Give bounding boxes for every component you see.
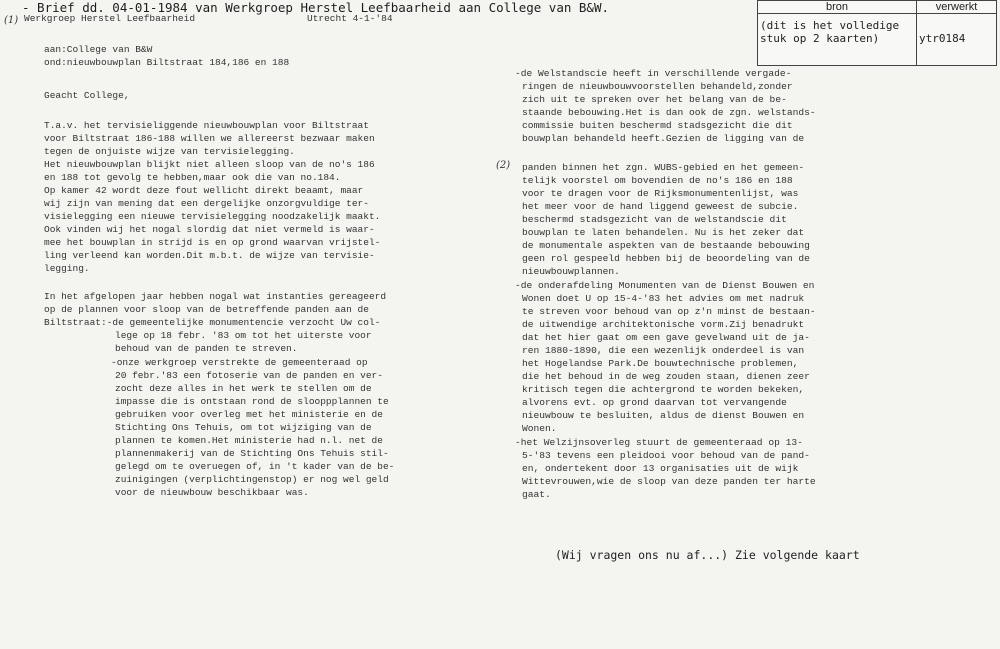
body-line: 5-'83 tevens een pleidooi voor behoud van de pand-: [522, 450, 810, 461]
subject-line: ond:nieuwbouwplan Biltstraat 184,186 en 188: [44, 57, 290, 68]
body-line: panden binnen het zgn. WUBS-gebied en het gemeen-: [522, 162, 805, 173]
indented-line: gelegd om te overuegen of, in 't kader van de be-: [115, 461, 395, 472]
body-line: legging.: [44, 263, 90, 274]
salutation-line: Geacht College,: [44, 90, 130, 101]
body-line: tegen de onjuiste wijze van tervisielegging.: [44, 146, 295, 157]
body-line: zich uit te spreken over het belang van de be-: [522, 94, 787, 105]
bron-header-cell: [757, 0, 917, 14]
body-line: bouwplan behandeld heeft.Gezien de ligging van de: [522, 133, 805, 144]
indented-line: gebruiken voor overleg met het ministerie en de: [115, 409, 383, 420]
indented-line: impasse die is ontstaan rond de slooppplannen te: [115, 396, 389, 407]
body-line: en, ondertekent door 13 organisaties uit de wijk: [522, 463, 799, 474]
bron-text-line: (dit is het volledige: [760, 19, 900, 32]
marker-one: (1): [4, 15, 19, 26]
bron-header: bron: [825, 1, 849, 13]
indented-line: voor de nieuwbouw beschikbaar was.: [115, 487, 309, 498]
indented-line: 20 febr.'83 een fotoserie van de panden en ver-: [115, 370, 383, 381]
body-line: Biltstraat:-de gemeentelijke monumentencie verzocht Uw col-: [44, 317, 381, 328]
body-line: ling verleend kan worden.Dit m.b.t. de wijze van tervisie-: [44, 250, 375, 261]
body-line: telijk voorstel om bovendien de no's 186 en 188: [522, 175, 793, 186]
bron-text-line: stuk op 2 kaarten): [760, 32, 880, 45]
body-line: nieuwbouw te besluiten, aldus de dienst Bouwen en: [522, 410, 805, 421]
body-line: nieuwbouwplannen.: [522, 266, 620, 277]
body-line: ringen de nieuwbouwvoorstellen behandeld,zonder: [522, 81, 793, 92]
body-line: Op kamer 42 wordt deze fout wellicht direkt beaamt, maar: [44, 185, 364, 196]
indented-line: plannenmakerij van de Stichting Ons Tehuis stil-: [115, 448, 389, 459]
indented-line: -onze werkgroep verstrekte de gemeenteraad op: [111, 357, 368, 368]
body-line: staande bebouwing.Het is dan ook de zgn. welstands-: [522, 107, 816, 118]
body-line: In het afgelopen jaar hebben nogal wat instanties gereageerd: [44, 291, 387, 302]
addressee-line: aan:College van B&W: [44, 44, 153, 55]
body-line: op de plannen voor sloop van de betreffende panden aan de: [44, 304, 369, 315]
body-line: wij zijn van mening dat een dergelijke onzorgvuldige ter-: [44, 198, 369, 209]
body-line: Wittevrouwen,wie de sloop van deze panden ter harte: [522, 476, 816, 487]
indented-line: Stichting Ons Tehuis, om tot wijziging van de: [115, 422, 372, 433]
body-line: Wonen.: [522, 423, 557, 434]
body-line: -het Welzijnsoverleg stuurt de gemeenteraad op 13-: [515, 437, 803, 448]
body-line: dat het hier gaat om een gave gevelwand uit de ja-: [522, 332, 810, 343]
body-line: voor te dragen voor de Rijksmonumentenlijst, was: [522, 188, 799, 199]
body-line: te streven voor behoud van op z'n minst de bestaan-: [522, 306, 816, 317]
body-line: gaat.: [522, 489, 551, 500]
body-line: commissie buiten beschermd stadsgezicht die dit: [522, 120, 793, 131]
indented-line: zuinigingen (verplichtingenstop) er nog wel geld: [115, 474, 389, 485]
card-title: - Brief dd. 04-01-1984 van Werkgroep Herstel Leefbaarheid aan College van B&W.: [22, 0, 609, 15]
body-line: beschermd stadsgezicht van de welstandscie dit: [522, 214, 787, 225]
body-line: Ook vinden wij het nogal slordig dat niet vermeld is waar-: [44, 224, 375, 235]
verwerkt-header-cell: [916, 0, 997, 14]
verwerkt-cell: [916, 13, 997, 66]
body-line: bouwplan te laten behandelen. Nu is het zeker dat: [522, 227, 805, 238]
body-line: Het nieuwbouwplan blijkt niet alleen sloop van de no's 186: [44, 159, 375, 170]
body-line: het meer voor de hand liggend geweest de subcie.: [522, 201, 799, 212]
body-line: geen rol gespeeld hebben bij de beoordeling van de: [522, 253, 810, 264]
closing-note: (Wij vragen ons nu af...) Zie volgende kaart: [555, 548, 860, 562]
indented-line: zocht deze alles in het werk te stellen om de: [115, 383, 372, 394]
body-line: voor Biltstraat 186-188 willen we allereerst bezwaar maken: [44, 133, 375, 144]
indented-line: behoud van de panden te streven.: [115, 343, 298, 354]
body-line: T.a.v. het tervisieliggende nieuwbouwplan voor Biltstraat: [44, 120, 369, 131]
body-line: ren 1880-1890, die een wezenlijk onderdeel is van: [522, 345, 805, 356]
marker-two: (2): [496, 160, 511, 171]
body-line: -de onderafdeling Monumenten van de Dienst Bouwen en: [515, 280, 815, 291]
verwerkt-header: verwerkt: [935, 1, 978, 13]
bron-cell: [757, 13, 917, 66]
body-line: visielegging een nieuwe tervisielegging noodzakelijk maakt.: [44, 211, 381, 222]
body-line: Wonen doet U op 15-4-'83 het advies om met nadruk: [522, 293, 805, 304]
body-line: en 188 tot gevolg te hebben,maar ook die van no.184.: [44, 172, 341, 183]
body-line: alvorens evt. op grond daarvan tot vervangende: [522, 397, 787, 408]
source-table: [757, 0, 997, 66]
body-line: -de Welstandscie heeft in verschillende vergade-: [515, 68, 792, 79]
body-line: de monumentale aspekten van de bestaande bebouwing: [522, 240, 810, 251]
verwerkt-text: ytr0184: [919, 32, 966, 45]
indented-line: plannen te komen.Het ministerie had n.l. net de: [115, 435, 383, 446]
body-line: mee het bouwplan in strijd is en op grond waarvan vrijstel-: [44, 237, 381, 248]
sender-line: Werkgroep Herstel Leefbaarheid: [24, 13, 196, 24]
body-line: het Hogelandse Park.De bouwtechnische problemen,: [522, 358, 799, 369]
body-line: kritisch tegen die achtergrond te worden bekeken,: [522, 384, 805, 395]
body-line: de uitwendige architektonische vorm.Zij benadrukt: [522, 319, 805, 330]
place-date-line: Utrecht 4-1-'84: [307, 13, 393, 24]
body-line: die het behoud in de weg zouden staan, dienen zeer: [522, 371, 810, 382]
indented-line: lege op 18 febr. '83 om tot het uiterste voor: [115, 330, 372, 341]
